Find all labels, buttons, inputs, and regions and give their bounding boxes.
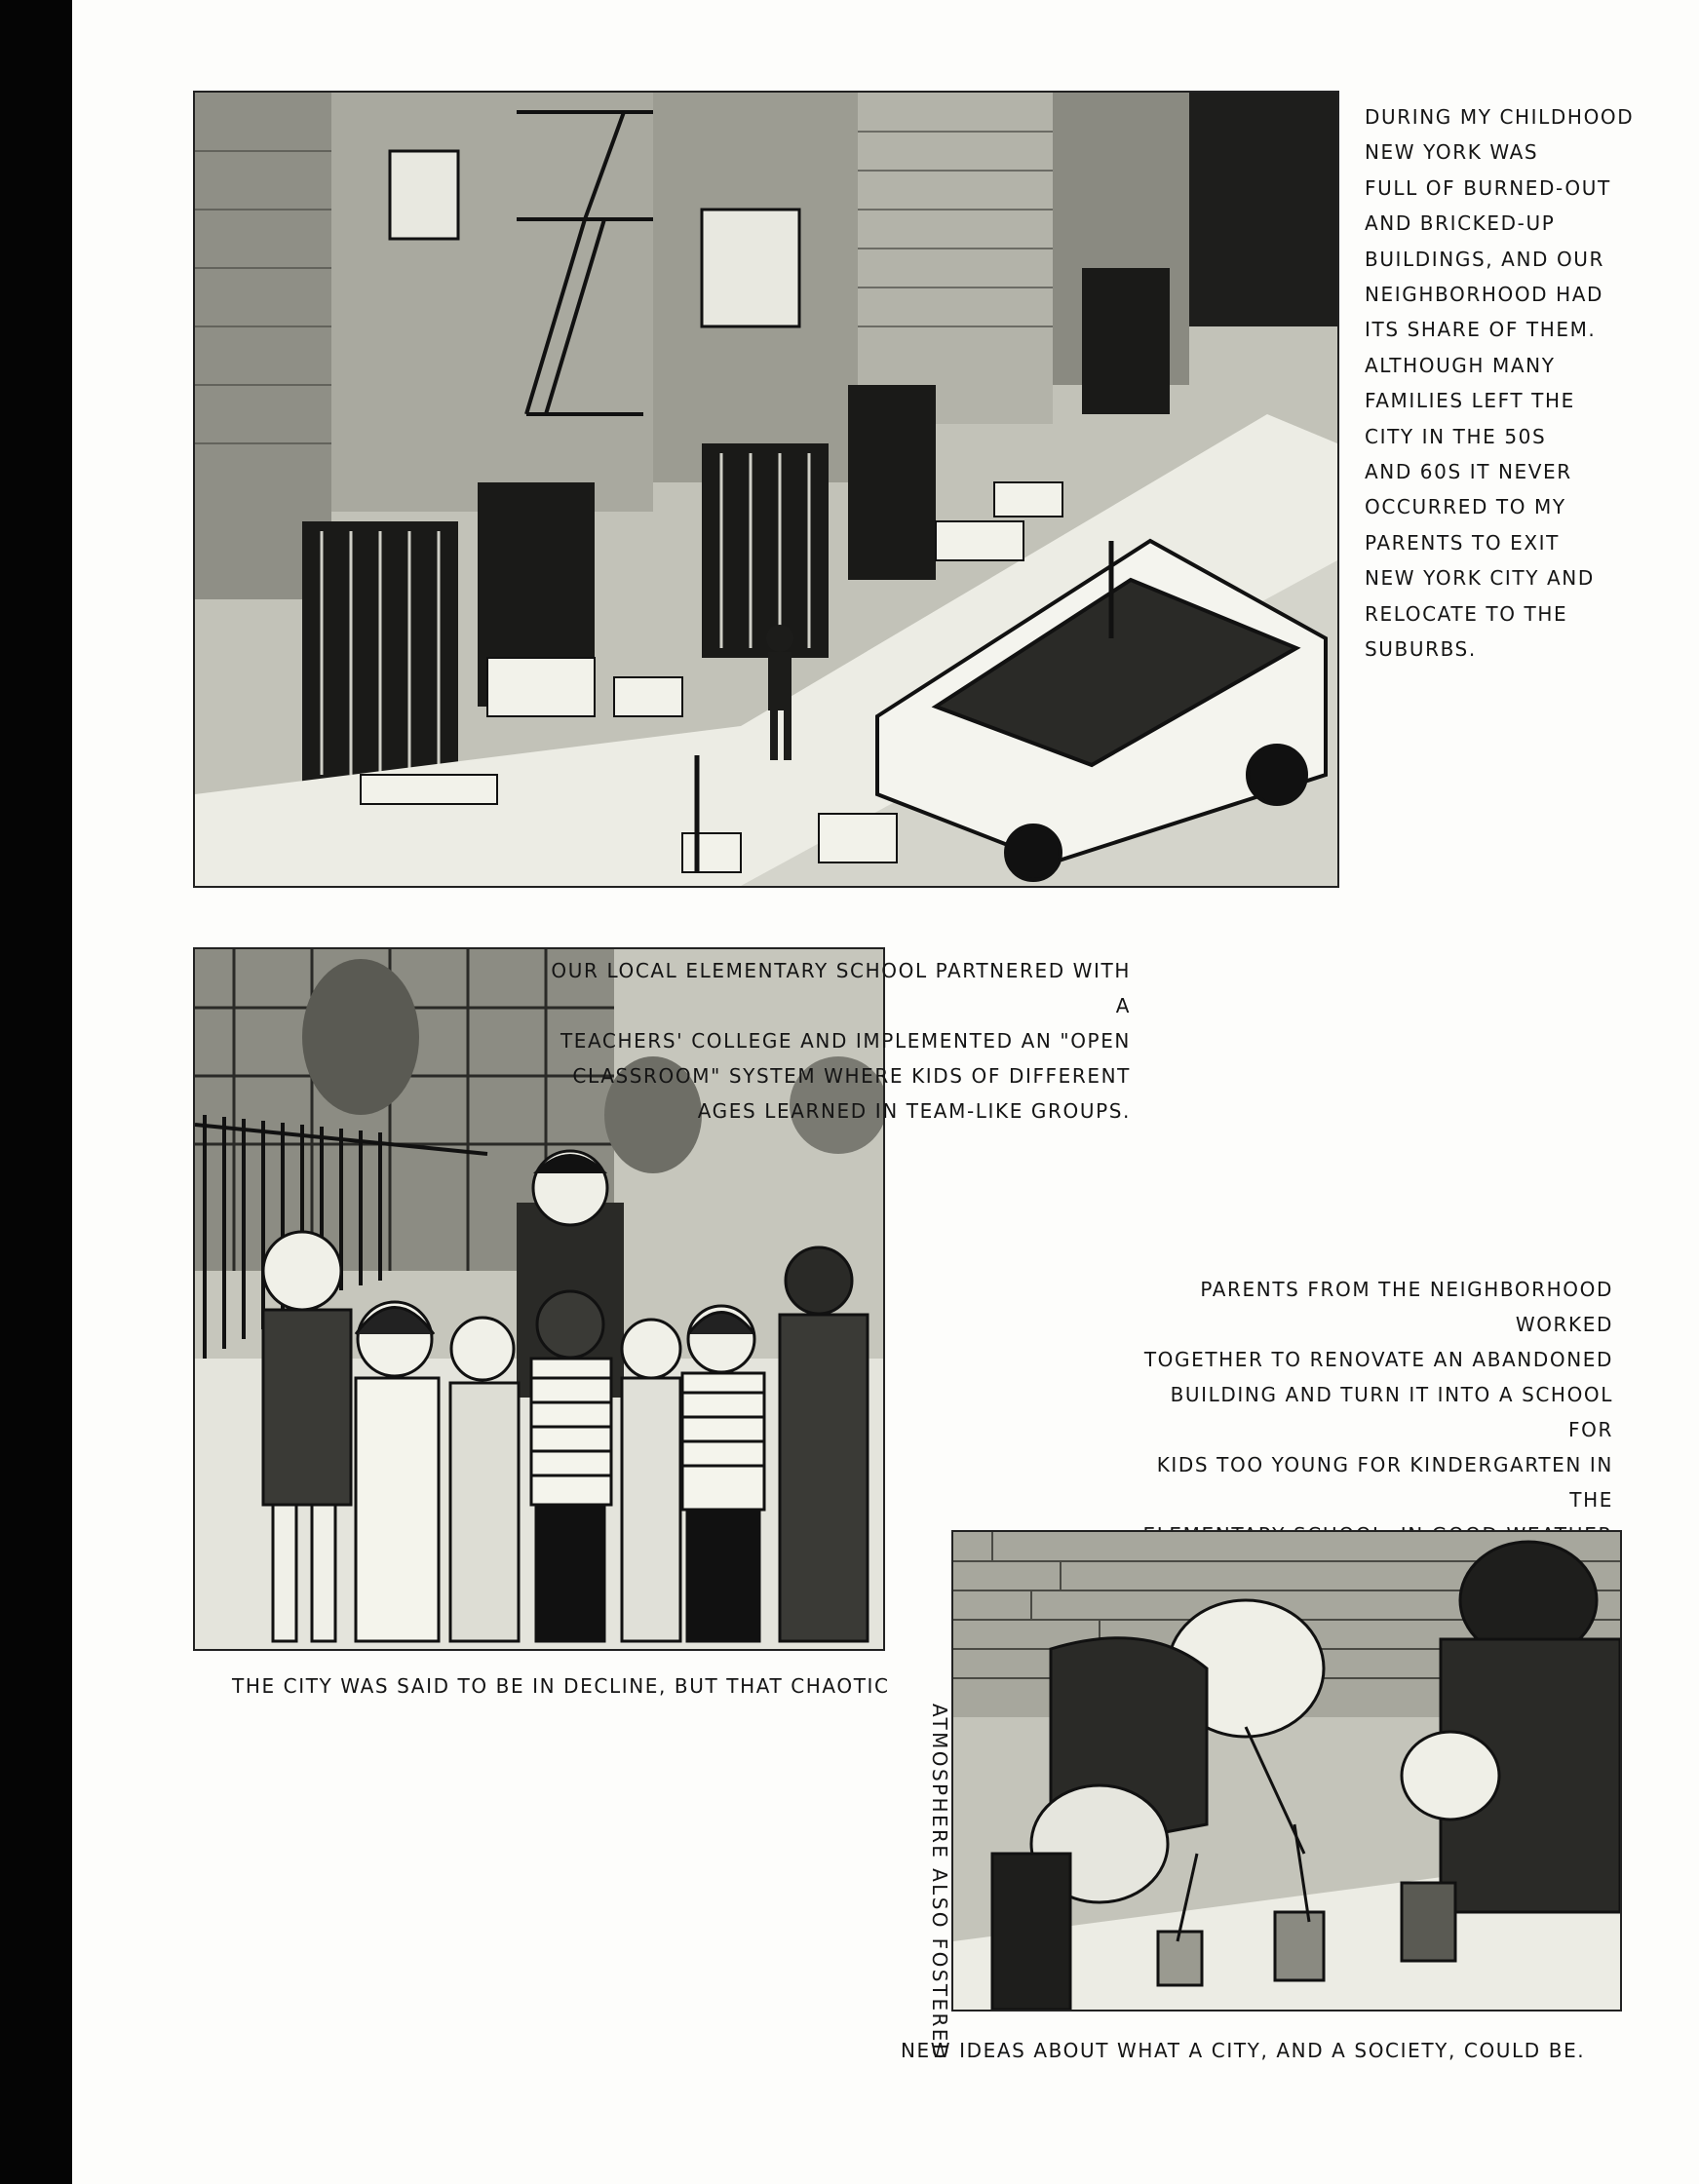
- panel-art-class: [951, 1530, 1622, 2012]
- caption-parents-school: PARENTS FROM THE NEIGHBORHOOD WORKED TOGETHER TO RENOVATE AN ABANDONED BUILDING AND TURN IT INTO A SCHOOL FOR KIDS TOO YOUNG FOR KINDERGARTEN IN THE: [1143, 1278, 1613, 1512]
- caption-atmosphere-vertical: ATMOSPHERE ALSO FOSTERED: [928, 1704, 951, 2061]
- scan-edge: [0, 0, 72, 2184]
- panel-street-scene: [193, 91, 1339, 888]
- caption-open-classroom: OUR LOCAL ELEMENTARY SCHOOL PARTNERED WITH A TEACHERS' COLLEGE AND IMPLEMENTED AN "OPEN CLASSROOM" SYSTEM WHERE KIDS OF DIFFERENT AGES LEARNED IN TEAM-LIKE GROUPS.: [551, 959, 1131, 1123]
- caption-childhood: DURING MY CHILDHOOD NEW YORK WAS FULL OF BURNED-OUT AND BRICKED-UP BUILDINGS, AND OUR NEIGHBORHOOD HAD ITS SHARE OF THEM. ALTHOUGH MANY FAMILIES LEFT THE CITY IN THE 50S AND 60S IT NEVER OCCURRED TO MY PARENTS TO EXIT NEW YORK CITY AND RELOCATE TO THE SUBURBS.: [1365, 105, 1635, 662]
- caption-new-ideas: NEW IDEAS ABOUT WHAT A CITY, AND A SOCIETY, COULD BE.: [901, 2039, 1586, 2062]
- street-scene-illustration: [195, 93, 1337, 886]
- art-class-illustration: [953, 1532, 1620, 2010]
- caption-decline: THE CITY WAS SAID TO BE IN DECLINE, BUT THAT CHAOTIC: [232, 1674, 890, 1698]
